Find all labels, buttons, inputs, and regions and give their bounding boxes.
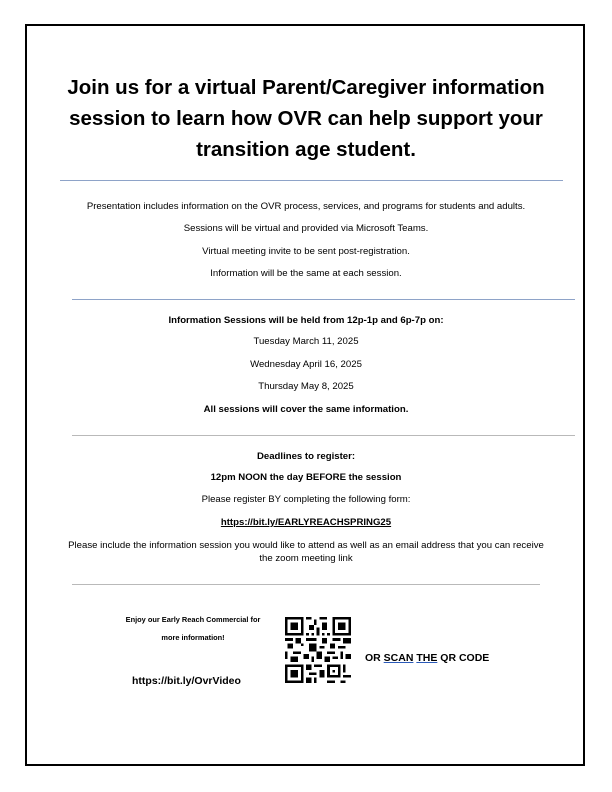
promo-line-2: more information!	[161, 633, 225, 642]
promo-line-1: Enjoy our Early Reach Commercial for	[125, 615, 261, 624]
divider-3	[72, 435, 575, 436]
register-deadline: 12pm NOON the day BEFORE the session	[210, 472, 402, 483]
registration-link[interactable]: https://bit.ly/EARLYREACHSPRING25	[220, 517, 392, 528]
divider-2	[72, 299, 575, 300]
intro-line-2: Sessions will be virtual and provided via Microsoft Teams.	[183, 223, 429, 234]
divider-1	[60, 180, 563, 181]
register-instruction: Please register BY completing the following form:	[201, 494, 411, 505]
sessions-note: All sessions will cover the same information.	[203, 404, 409, 415]
intro-line-1: Presentation includes information on the OVR process, services, and programs for students and adults.	[86, 201, 526, 212]
session-date-3: Thursday May 8, 2025	[258, 381, 354, 392]
session-date-2: Wednesday April 16, 2025	[250, 359, 362, 370]
session-date-1: Tuesday March 11, 2025	[253, 336, 359, 347]
scan-word-1: SCAN	[383, 652, 414, 664]
flyer-title: Join us for a virtual Parent/Caregiver information session to learn how OVR can help support your transition age student.	[67, 76, 545, 161]
scan-qr-text	[365, 652, 489, 664]
intro-line-4: Information will be the same at each session.	[210, 268, 402, 279]
video-link[interactable]: https://bit.ly/OvrVideo	[132, 675, 241, 687]
scan-suffix: QR CODE	[440, 652, 490, 664]
divider-4	[72, 584, 540, 585]
qr-code-icon[interactable]	[285, 617, 351, 683]
intro-line-3: Virtual meeting invite to be sent post-registration.	[202, 246, 410, 257]
register-heading: Deadlines to register:	[256, 451, 356, 462]
sessions-heading: Information Sessions will be held from 12p-1p and 6p-7p on:	[168, 315, 444, 326]
register-note: Please include the information session you would like to attend as well as an email address that you can receive the zoom meeting link	[68, 540, 544, 564]
scan-word-2: THE	[416, 652, 438, 664]
scan-prefix: OR	[365, 652, 381, 664]
